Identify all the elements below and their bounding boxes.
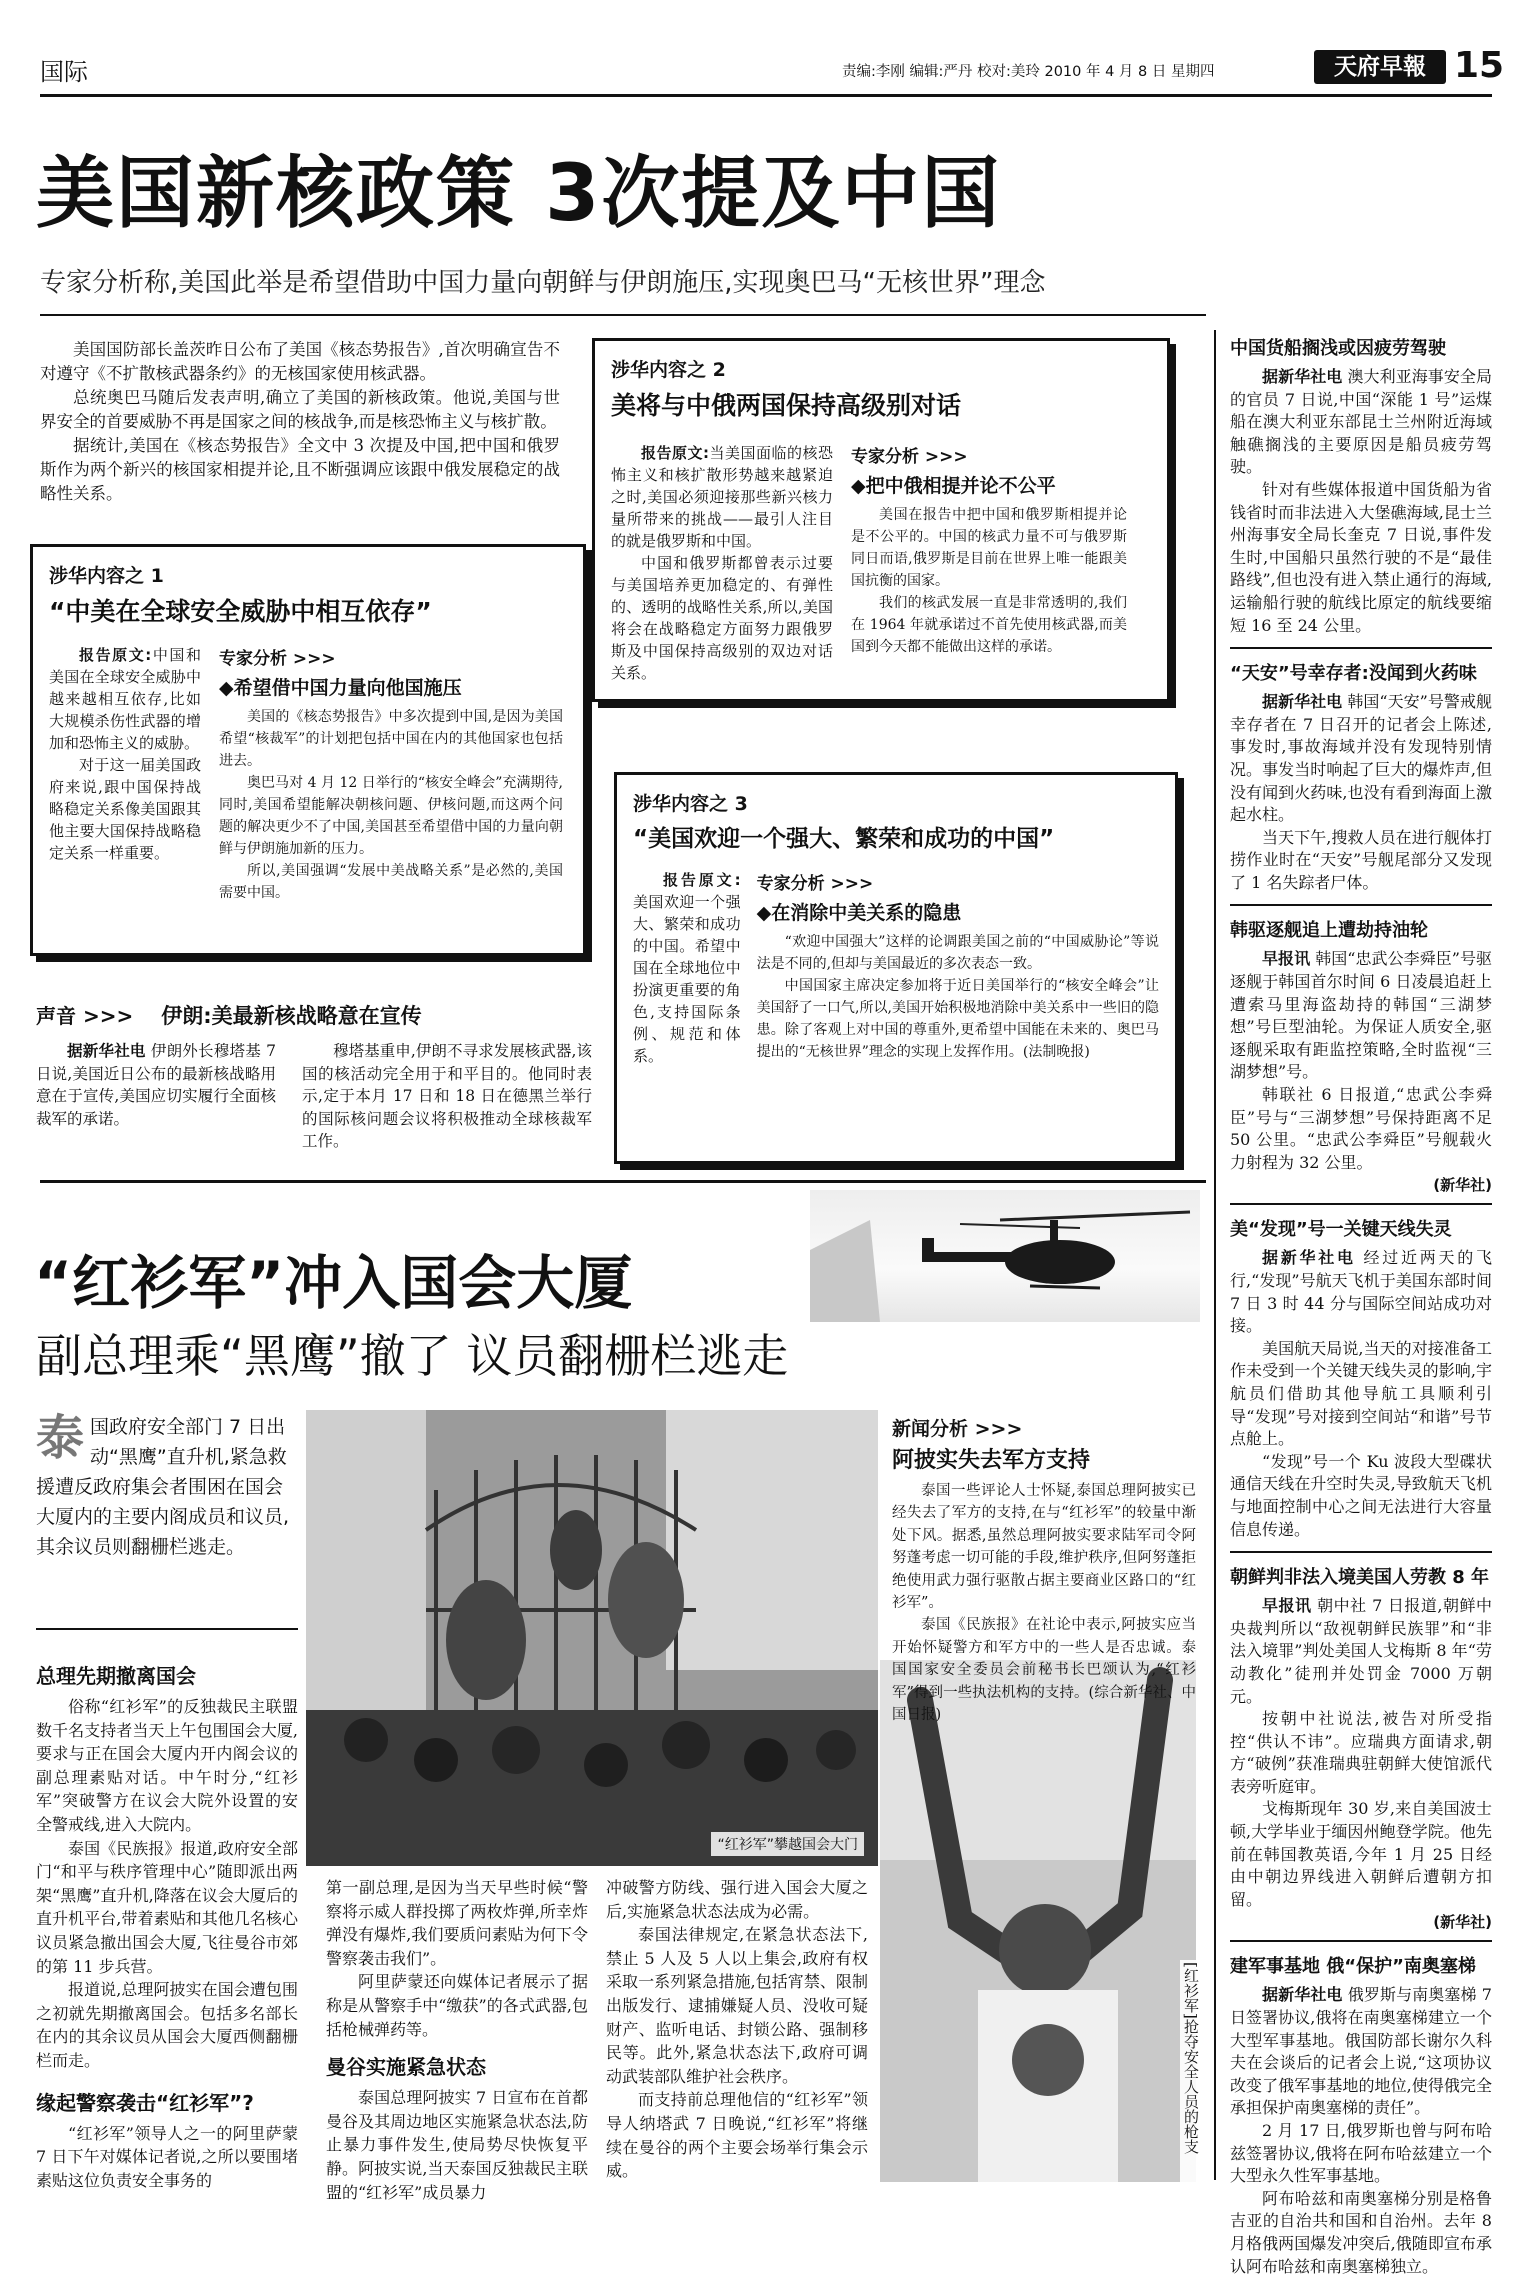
story2-col2 [326,1876,588,2204]
page-number: 15 [1454,45,1505,86]
sidebar-text: 2 月 17 日,俄罗斯也曾与阿布哈兹签署协议,俄将在阿布哈兹建立一个大型永久性军事基地。 [1230,2121,1492,2186]
lead-rule [36,1628,298,1630]
sidebar-text: 韩联社 6 日报道,“忠武公李舜臣”号与“三湖梦想”号保持距离不足 50 公里。“忠武公李舜臣”号舰载火力射程为 32 公里。 [1230,1085,1492,1172]
analysis-label: 新闻分析 >>> [892,1418,1023,1440]
sidebar-dateline: 早报讯 [1262,1596,1312,1616]
sidebar-text: 当天下午,搜救人员在进行舰体打捞作业时在“天安”号舰尾部分又发现了 1 名失踪者尸体。 [1230,827,1492,892]
sidebar-text: 韩国“天安”号警戒舰幸存者在 7 日召开的记者会上陈述,事发时,事故海域并没有发现特别情况。事发当时响起了巨大的爆炸声,但没有闻到火药味,也没有看到海面上激起水柱。 [1230,692,1492,825]
header-rule [40,94,1492,97]
section-divider [40,1180,1206,1183]
sidebar-signature: (新华社) [1433,1176,1492,1195]
analysis-text: 泰国一些评论人士怀疑,泰国总理阿披实已经失去了军方的支持,在与“红衫军”的较量中渐处下风。据悉,虽然总理阿披实要求陆军司令阿努蓬考虑一切可能的手段,维护秩序,但阿努蓬拒绝使用武力强行驱散占据主要商业区路口的“红衫军”。 [892,1483,1196,1612]
box-expert [219,644,563,904]
box-title: “美国欢迎一个强大、繁荣和成功的中国” [633,826,1055,852]
sidebar-text: 韩国“忠武公李舜臣”号驱逐舰于韩国首尔时间 6 日凌晨追赶上遭索马里海盗劫持的韩国“三湖梦想”号巨型油轮。为保证人质安全,驱逐舰采取有距监控策略,全时监视“三湖梦想”号。 [1230,949,1492,1082]
expert-text: 美国的《核态势报告》中多次提到中国,是因为美国希望“核裁军”的计划把包括中国在内的其他国家也包括进去。 [219,709,563,769]
original-label: 报告原文: [663,871,741,889]
story-text: 泰国法律规定,在紧急状态法下,禁止 5 人及 5 人以上集会,政府有权采取一系列紧急措施,包括宵禁、限制出版发行、逮捕嫌疑人员、没收可疑财产、监听电话、封锁公路、强制移民等。此外,紧急状态法下,政府可调动武装部队维护社会秩序。 [606,1925,868,2086]
analysis-title: 阿披实失去军方支持 [892,1448,1091,1473]
story-text: 冲破警方防线、强行进入国会大厦之后,实施紧急状态法成为必需。 [606,1878,868,1921]
voice-dateline: 据新华社电 [67,1042,146,1060]
expert-label: 专家分析 >>> [756,874,874,894]
main-headline: 美国新核政策 3次提及中国 [36,149,1002,239]
analysis-text: 泰国《民族报》在社论中表示,阿披实应当开始怀疑警方和军方中的一些人是否忠诚。泰国国家安全委员会前秘书长巴颂认为,“红衫军”得到一些执法机构的支持。(综合新华社、中国日报) [892,1617,1196,1724]
story-text: 而支持前总理他信的“红衫军”领导人纳塔武 7 日晚说,“红衫军”将继续在曼谷的两个主要会场举行集会示威。 [606,2090,868,2181]
protester-photo [880,1660,1196,2182]
side-caption: [红衫军]抢夺安全人员的枪支 [1180,1960,1203,2182]
sidebar-article-title: 韩驱逐舰追上遭劫持油轮 [1230,920,1428,942]
expert-text: 美国在报告中把中国和俄罗斯相提并论是不公平的。中国的核武力量不可与俄罗斯同日而语,俄罗斯是目前在世界上唯一能跟美国抗衡的国家。 [851,507,1127,589]
sidebar-article-title: 建军事基地 俄“保护”南奥塞梯 [1230,1956,1476,1978]
expert-text: 所以,美国强调“发展中美战略关系”是必然的,美国需要中国。 [219,863,563,901]
sidebar-text: 俄罗斯与南奥塞梯 7 日签署协议,俄将在南奥塞梯建立一个大型军事基地。俄国防部长谢尔久科夫在会谈后的记者会上说,“这项协议改变了俄军事基地的地位,使得俄完全承担保护南奥塞梯的责任”。 [1230,1985,1492,2118]
voice-text: 伊朗外长穆塔基 7 日说,美国近日公布的最新核战略用意在于宣传,美国应切实履行全面核裁军的承诺。 [36,1042,276,1128]
newspaper-logo: 天府早報 [1314,50,1446,84]
sidebar-text: 戈梅斯现年 30 岁,来自美国波士顿,大学毕业于缅因州鲍登学院。他先前在韩国教英语,今年 1 月 25 日经由中朝边界线进入朝鲜后遭朝方扣留。 [1230,1799,1492,1909]
sidebar [1230,334,1492,2278]
expert-title: ◆在消除中美关系的隐患 [756,902,962,924]
story2-subhead: 副总理乘“黑鹰”撤了 议员翻栅栏逃走 [36,1329,789,1383]
sidebar-dateline: 据新华社电 [1262,1248,1356,1268]
original-label: 报告原文: [79,646,152,664]
original-text: 中国和美国在全球安全威胁中越来越相互依存,比如大规模杀伤性武器的增加和恐怖主义的威胁。 [49,646,201,752]
china-content-box-2 [592,338,1170,702]
expert-title: ◆把中俄相提并论不公平 [851,475,1056,497]
box-kicker: 涉华内容之 1 [49,565,164,587]
story1-lead [40,338,560,506]
section-title: 总理先期撤离国会 [36,1664,196,1688]
helicopter-photo [810,1190,1200,1322]
expert-label: 专家分析 >>> [851,447,968,467]
story-text: 第一副总理,是因为当天早些时候“警察将示威人群投掷了两枚炸弹,所幸炸弹没有爆炸,我们要质问素贴为何下令警察袭击我们”。 [326,1878,588,1968]
box-expert [757,869,1159,1067]
sidebar-text: 阿布哈兹和南奥塞梯分别是格鲁吉亚的自治共和国和自治州。去年 8 月格俄两国爆发冲突后,俄随即宣布承认阿布哈兹和南奥塞梯独立。 [1230,2188,1492,2276]
credits-line: 责编:李刚 编辑:严丹 校对:美玲 2010 年 4 月 8 日 星期四 [842,64,1215,80]
story-text: 阿里萨蒙还向媒体记者展示了据称是从警察手中“缴获”的各式武器,包括枪械弹药等。 [326,1972,588,2039]
story-text: “红衫军”领导人之一的阿里萨蒙 7 日下午对媒体记者说,之所以要围堵素贴这位负责安全事务的 [36,2123,298,2190]
sidebar-article [1230,1952,1492,2278]
sidebar-signature: (新华社) [1433,1913,1492,1932]
story-text: 俗称“红衫军”的反独裁民主联盟数千名支持者当天上午包围国会大厦,要求与正在国会大厦内开内阁会议的副总理素贴对话。中午时分,“红衫军”突破警方在议会大院外设置的安全警戒线,进入大院内。 [36,1697,298,1834]
section-label: 国际 [40,58,88,86]
story2-col3 [606,1876,868,2183]
story2-col1 [36,1650,298,2192]
sidebar-text: 朝中社 7 日报道,朝鲜中央裁判所以“敌视朝鲜民族罪”和“非法入境罪”判处美国人戈梅斯 8 年“劳动教化”徒刑并处罚金 7000 万朝元。 [1230,1596,1492,1706]
sidebar-article-title: 美“发现”号一关键天线失灵 [1230,1219,1452,1241]
voice-section [36,1000,606,1153]
sidebar-article-title: “天安”号幸存者:没闻到火药味 [1230,663,1477,685]
expert-label: 专家分析 >>> [219,649,336,669]
original-text: 美国欢迎一个强大、繁荣和成功的中国。希望中国在全球地位中扮演更重要的角色,支持国际条例、规范和体系。 [633,893,741,1065]
expert-text: 我们的核武发展一直是非常透明的,我们在 1964 年就承诺过不首先使用核武器,而美国到今天都不能做出这样的承诺。 [851,595,1127,655]
story1-rule [40,314,1206,316]
sidebar-article [1230,916,1492,1195]
dropcap: 泰 [36,1410,85,1466]
sidebar-dateline: 据新华社电 [1262,1985,1343,2005]
story2-lead [36,1412,298,1562]
box-title: 美将与中俄两国保持高级别对话 [611,391,962,420]
box-expert [851,442,1127,684]
lead-paragraph: 总统奥巴马随后发表声明,确立了美国的新核政策。他说,美国与世界安全的首要威胁不再是国家之间的核战争,而是核恐怖主义与核扩散。 [40,388,560,431]
sidebar-text: 按朝中社说法,被告对所受指控“供认不讳”。应瑞典方面请求,朝方“破例”获准瑞典驻朝鲜大使馆派代表旁听庭审。 [1230,1709,1492,1796]
section-title: 曼谷实施紧急状态 [326,2055,486,2080]
sidebar-article-title: 中国货船搁浅或因疲劳驾驶 [1230,338,1446,359]
expert-title: ◆希望借中国力量向他国施压 [219,677,462,699]
lead-text: 国政府安全部门 7 日出动“黑鹰”直升机,紧急救援遭反政府集会者围困在国会大厦内的主要内阁成员和议员,其余议员则翻栅栏逃走。 [36,1416,290,1558]
voice-text: 穆塔基重申,伊朗不寻求发展核武器,该国的核活动完全用于和平目的。他同时表示,定于本月 17 日和 18 日在德黑兰举行的国际核问题会议将积极推动全球核裁军工作。 [302,1042,592,1150]
box-kicker: 涉华内容之 3 [633,793,748,815]
original-text: 对于这一届美国政府来说,跟中国保持战略稳定关系像美国跟其他主要大国保持战略稳定关系一样重要。 [49,756,201,862]
sidebar-dateline: 据新华社电 [1262,367,1343,386]
voice-title: 伊朗:美最新核战略意在宣传 [161,1004,422,1028]
original-label: 报告原文: [641,444,709,462]
box-original [611,442,833,684]
box-kicker: 涉华内容之 2 [611,359,726,381]
sidebar-divider [1214,330,1216,2180]
photo-caption: “红衫军”攀越国会大门 [711,1832,864,1856]
lead-paragraph: 美国国防部长盖茨昨日公布了美国《核态势报告》,首次明确宣告不对遵守《不扩散核武器条约》的无核国家使用核武器。 [40,340,560,383]
sidebar-article-title: 朝鲜判非法入境美国人劳教 8 年 [1230,1567,1490,1589]
box-original [49,644,201,904]
sidebar-text: “发现”号一个 Ku 波段大型碟状通信天线在升空时失灵,导致航天飞机与地面控制中心之间无法进行大容量信息传递。 [1230,1451,1492,1539]
story-text: 泰国《民族报》报道,政府安全部门“和平与秩序管理中心”随即派出两架“黑鹰”直升机,降落在议会大厦后的直升机平台,带着素贴和其他几名核心议员紧急撤出国会大厦,飞往曼谷市郊的第 11 步兵营。 [36,1838,298,1976]
story2-headline: “红衫军”冲入国会大厦 [34,1249,633,1317]
expert-text: 奥巴马对 4 月 12 日举行的“核安全峰会”充满期待,同时,美国希望能解决朝核问题、伊核问题,而这两个问题的解决更少不了中国,美国甚至希望借中国的力量向朝鲜与伊朗施加新的压力。 [219,775,563,857]
section-title: 缘起警察袭击“红衫军”? [36,2090,254,2115]
sidebar-dateline: 早报讯 [1262,949,1311,969]
sidebar-text: 经过近两天的飞行,“发现”号航天飞机于美国东部时间 7 日 3 时 44 分与国际空间站成功对接。 [1230,1248,1492,1336]
lead-paragraph: 据统计,美国在《核态势报告》全文中 3 次提及中国,把中国和俄罗斯作为两个新兴的核国家相提并论,且不断强调应该跟中俄发展稳定的战略性关系。 [40,436,560,503]
sidebar-article [1230,334,1492,637]
original-text: 当美国面临的核恐怖主义和核扩散形势越来越紧迫之时,美国必须迎接那些新兴核力量所带来的挑战——最引人注目的就是俄罗斯和中国。 [611,444,833,550]
sidebar-text: 澳大利亚海事安全局的官员 7 日说,中国“深能 1 号”运煤船在澳大利亚东部昆士兰州附近海域触礁搁浅的主要原因是船员疲劳驾驶。 [1230,367,1492,477]
sidebar-article [1230,1215,1492,1541]
sidebar-article [1230,659,1492,894]
china-content-box-1 [30,544,586,956]
sidebar-text: 美国航天局说,当天的对接准备工作未受到一个关键天线失灵的影响,宇航员们借助其他导航工具顺利引导“发现”号对接到空间站“和谐”号节点舱上。 [1230,1338,1492,1449]
story-text: 报道说,总理阿披实在国会遭包围之初就先期撤离国会。包括多名部长在内的其余议员从国会大厦西侧翻栅栏而走。 [36,1980,298,2070]
story-text: 泰国总理阿披实 7 日宣布在首都曼谷及其周边地区实施紧急状态法,防止暴力事件发生,使局势尽快恢复平静。阿披实说,当天泰国反独裁民主联盟的“红衫军”成员暴力 [326,2088,588,2202]
sidebar-article [1230,1563,1492,1932]
sidebar-dateline: 据新华社电 [1262,692,1343,712]
box-original [633,869,741,1067]
voice-label: 声音 >>> [36,1004,134,1028]
expert-text: 中国国家主席决定参加将于近日美国举行的“核安全峰会”让美国舒了一口气,所以,美国开始积极地消除中美关系中一些旧的隐患。除了客观上对中国的尊重外,更希望中国能在未来的、奥巴马提出的“无核世界”理念的实现上发挥作用。(法制晚报) [756,978,1159,1060]
original-text: 中国和俄罗斯都曾表示过要与美国培养更加稳定的、有弹性的、透明的战略性关系,所以,美国将会在战略稳定方面努力跟俄罗斯及中国保持高级别的双边对话关系。 [611,554,833,682]
expert-text: “欢迎中国强大”这样的论调跟美国之前的“中国威胁论”等说法是不同的,但却与美国最近的多次表态一致。 [756,934,1159,972]
news-analysis [892,1414,1196,1726]
protest-photo [306,1410,878,1866]
sidebar-text: 针对有些媒体报道中国货船为省钱省时而非法进入大堡礁海域,昆士兰州海事安全局长奎克 7 日说,事件发生时,中国船只虽然行驶的不是“最佳路线”,但也没有进入禁止通行的海域,运输船行驶的航线比原定的航线要缩短 16 至 24 公里。 [1230,479,1492,635]
main-subhead: 专家分析称,美国此举是希望借助中国力量向朝鲜与伊朗施压,实现奥巴马“无核世界”理念 [40,268,1046,298]
china-content-box-3 [614,772,1178,1164]
box-title: “中美在全球安全威胁中相互依存” [49,597,432,626]
